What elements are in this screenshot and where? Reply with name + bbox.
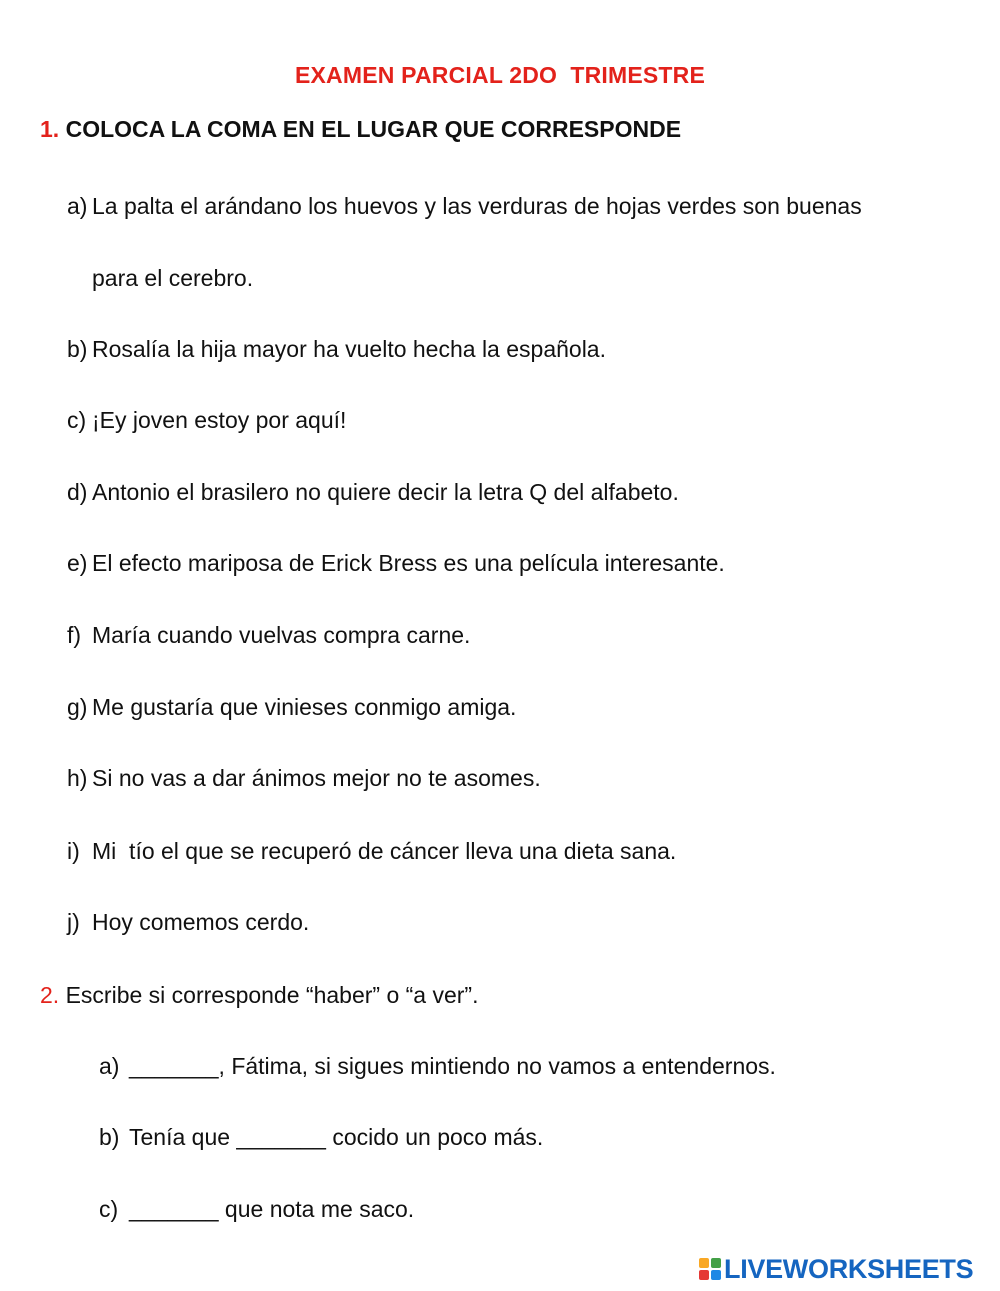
item-text: Mi tío el que se recuperó de cáncer lleva una dieta sana. xyxy=(92,838,677,864)
item-label: d) xyxy=(67,479,88,505)
item-text: Me gustaría que vinieses conmigo amiga. xyxy=(92,694,517,720)
item-text: Hoy comemos cerdo. xyxy=(92,909,310,935)
item-text: ¡Ey joven estoy por aquí! xyxy=(92,407,347,433)
item-text: para el cerebro. xyxy=(92,265,254,291)
item-text-with-blank: Tenía que _______ cocido un poco más. xyxy=(129,1124,544,1150)
section-2-number: 2. xyxy=(40,982,60,1008)
page-title: EXAMEN PARCIAL 2DO TRIMESTRE xyxy=(294,62,706,88)
liveworksheets-logo xyxy=(699,1255,973,1283)
item-text: La palta el arándano los huevos y las verduras de hojas verdes son buenas xyxy=(92,193,862,219)
item-label: i) xyxy=(67,838,80,864)
item-label: c) xyxy=(67,407,87,433)
section-2-heading xyxy=(40,982,478,1009)
section-1-instruction: COLOCA LA COMA EN EL LUGAR QUE CORRESPONDE xyxy=(65,116,682,142)
logo-square xyxy=(711,1270,721,1280)
logo-square xyxy=(699,1270,709,1280)
item-label: c) xyxy=(99,1196,119,1222)
item-text-with-blank: _______ que nota me saco. xyxy=(129,1196,415,1222)
item-label: h) xyxy=(67,765,88,791)
item-label: b) xyxy=(99,1124,120,1150)
item-label: a) xyxy=(99,1053,120,1079)
logo-square xyxy=(711,1258,721,1268)
section-1-number: 1. xyxy=(40,116,60,142)
item-label: j) xyxy=(67,909,80,935)
item-text: El efecto mariposa de Erick Bress es una película interesante. xyxy=(92,550,725,576)
section-2-instruction: Escribe si corresponde “haber” o “a ver”. xyxy=(65,982,479,1008)
item-text: Rosalía la hija mayor ha vuelto hecha la española. xyxy=(92,336,606,362)
item-label: a) xyxy=(67,193,88,219)
item-label: e) xyxy=(67,550,88,576)
item-text: Antonio el brasilero no quiere decir la letra Q del alfabeto. xyxy=(92,479,679,505)
item-label: b) xyxy=(67,336,88,362)
liveworksheets-logo-icon xyxy=(699,1258,721,1280)
item-label: f) xyxy=(67,622,82,648)
item-text: Si no vas a dar ánimos mejor no te asomes. xyxy=(92,765,541,791)
logo-square xyxy=(699,1258,709,1268)
item-text: María cuando vuelvas compra carne. xyxy=(92,622,471,648)
item-label: g) xyxy=(67,694,88,720)
logo-wordmark: LIVEWORKSHEETS xyxy=(724,1254,974,1284)
item-text-with-blank: _______, Fátima, si sigues mintiendo no vamos a entendernos. xyxy=(129,1053,776,1079)
section-1-heading xyxy=(40,116,681,143)
